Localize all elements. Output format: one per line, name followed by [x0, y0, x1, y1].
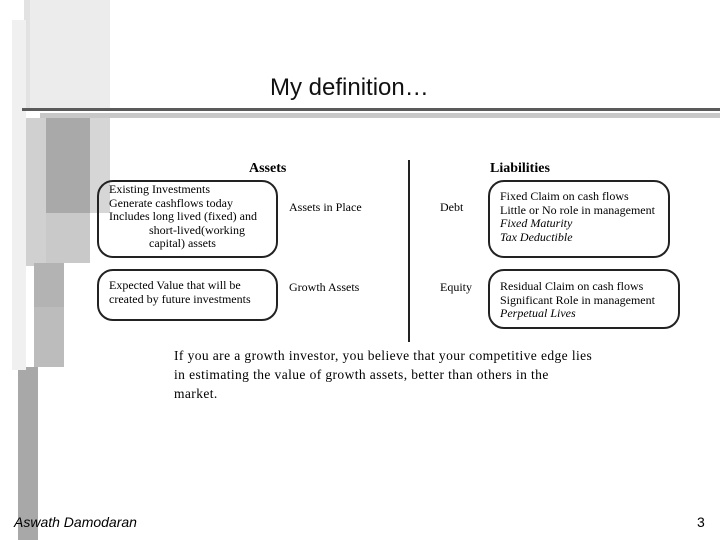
decorative-bar: [34, 307, 64, 367]
equity-label: Equity: [440, 280, 472, 294]
box-line: created by future investments: [109, 291, 251, 306]
footer-author: Aswath Damodaran: [14, 514, 137, 530]
box-line: Tax Deductible: [500, 229, 573, 244]
body-paragraph: If you are a growth investor, you believe that your competitive edge lies in estimating the value of growth assets, better than others in the market.: [174, 348, 593, 401]
assets-in-place-label: Assets in Place: [289, 200, 362, 214]
page-number: 3: [697, 514, 705, 530]
balance-sheet-divider: [408, 160, 410, 342]
decorative-bar: [12, 20, 26, 370]
box-line: Fixed Maturity: [500, 216, 573, 230]
assets-header: Assets: [249, 161, 287, 176]
assets-in-place-box: [97, 180, 278, 258]
decorative-bar: [46, 118, 90, 213]
title-rule: [22, 108, 720, 111]
box-line: Significant Role in management: [500, 292, 655, 307]
liabilities-header: Liabilities: [490, 161, 550, 176]
growth-assets-box: [97, 269, 278, 321]
box-line: Existing Investments: [109, 182, 210, 196]
box-line: Expected Value that will be: [109, 278, 241, 292]
box-line: Includes long lived (fixed) and: [109, 209, 257, 223]
title-rule-shadow: [40, 113, 720, 118]
box-line: Generate cashflows today: [109, 195, 233, 210]
box-line: Little or No role in management: [500, 202, 655, 217]
decorative-bar: [34, 263, 64, 307]
decorative-bar: [26, 118, 46, 266]
box-line: Perpetual Lives: [500, 306, 576, 320]
decorative-bar: [46, 213, 90, 263]
box-line: short-lived(working: [149, 222, 245, 237]
box-line: Fixed Claim on cash flows: [500, 189, 629, 203]
debt-label: Debt: [440, 200, 464, 214]
slide-title: My definition…: [270, 74, 429, 101]
equity-box: [488, 269, 680, 329]
decorative-bar: [30, 0, 110, 108]
box-line: Residual Claim on cash flows: [500, 279, 644, 293]
debt-box: [488, 180, 670, 258]
box-line: capital) assets: [149, 236, 216, 250]
growth-assets-label: Growth Assets: [289, 280, 360, 294]
